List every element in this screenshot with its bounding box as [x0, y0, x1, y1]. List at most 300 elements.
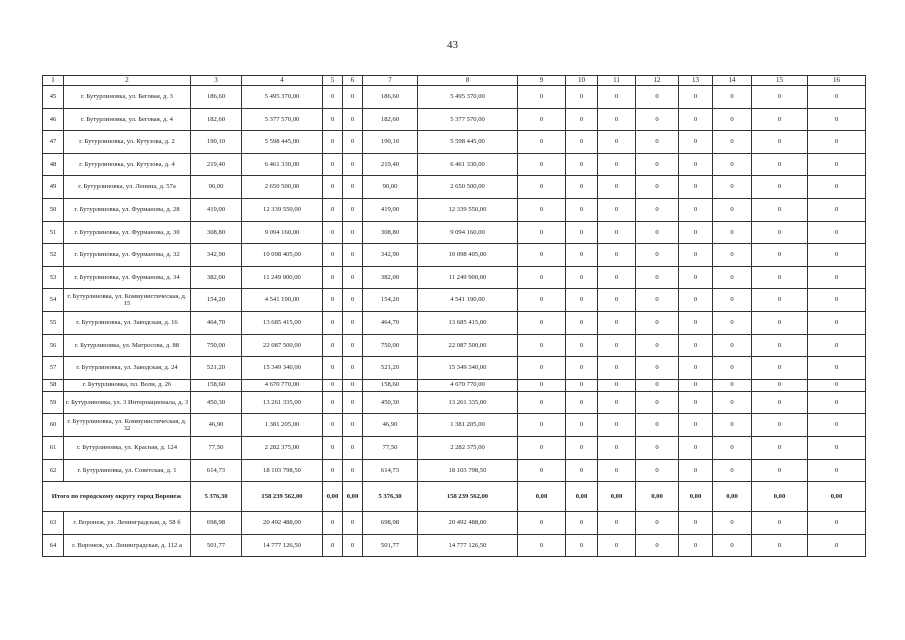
row-number-cell: 53: [43, 266, 64, 289]
value-cell: 0: [518, 176, 566, 199]
value-cell: 0: [598, 289, 636, 312]
value-cell: 4 670 770,00: [242, 379, 323, 391]
value-cell: 182,60: [363, 108, 418, 131]
value-cell: 0: [752, 131, 808, 154]
value-cell: 0: [636, 357, 679, 380]
value-cell: 0: [343, 357, 363, 380]
table-row: [43, 108, 866, 131]
total-label-cell: Итого по городскому округу город Воронеж: [43, 482, 191, 512]
value-cell: 2 282 375,00: [418, 436, 518, 459]
value-cell: 0: [808, 153, 866, 176]
value-cell: 0: [323, 414, 343, 437]
value-cell: 0: [679, 311, 713, 334]
value-cell: 0: [598, 266, 636, 289]
value-cell: 18 103 798,50: [242, 459, 323, 482]
value-cell: 0: [343, 266, 363, 289]
value-cell: 0: [713, 334, 752, 357]
value-cell: 614,73: [363, 459, 418, 482]
value-cell: 521,20: [363, 357, 418, 380]
value-cell: 5 495 370,00: [242, 86, 323, 109]
value-cell: 20 492 488,00: [418, 512, 518, 535]
address-cell: г. Бутурлиновка, ул. Фурманова, д. 32: [64, 244, 191, 267]
value-cell: 0: [518, 334, 566, 357]
column-number-header: 7: [363, 76, 418, 86]
table-row: [43, 153, 866, 176]
value-cell: 77,50: [191, 436, 242, 459]
total-value-cell: 0,00: [323, 482, 343, 512]
value-cell: 0: [598, 86, 636, 109]
value-cell: 0: [636, 534, 679, 557]
value-cell: 0: [679, 436, 713, 459]
address-cell: г. Бутурлиновка, ул. Беговая, д. 3: [64, 86, 191, 109]
address-cell: г. Воронеж, ул. Ленинградская, д. 58 б: [64, 512, 191, 535]
value-cell: 450,30: [363, 391, 418, 414]
column-number-header: 10: [566, 76, 598, 86]
value-cell: 0: [752, 289, 808, 312]
value-cell: 0: [343, 391, 363, 414]
row-number-cell: 57: [43, 357, 64, 380]
value-cell: 5 598 445,00: [418, 131, 518, 154]
value-cell: 0: [323, 391, 343, 414]
value-cell: 10 098 405,00: [418, 244, 518, 267]
value-cell: 0: [808, 459, 866, 482]
value-cell: 0: [598, 198, 636, 221]
value-cell: 13 261 335,00: [242, 391, 323, 414]
value-cell: 0: [713, 108, 752, 131]
value-cell: 0: [598, 357, 636, 380]
row-number-cell: 55: [43, 311, 64, 334]
value-cell: 9 094 160,00: [418, 221, 518, 244]
value-cell: 0: [518, 379, 566, 391]
value-cell: 13 261 335,00: [418, 391, 518, 414]
table-row: [43, 289, 866, 312]
value-cell: 13 685 415,00: [418, 311, 518, 334]
column-number-header: 8: [418, 76, 518, 86]
value-cell: 0: [808, 512, 866, 535]
value-cell: 0: [679, 86, 713, 109]
value-cell: 22 087 500,00: [418, 334, 518, 357]
total-value-cell: 0,00: [752, 482, 808, 512]
value-cell: 0: [679, 534, 713, 557]
column-number-header: 9: [518, 76, 566, 86]
district-total-row: [43, 482, 866, 512]
value-cell: 0: [752, 311, 808, 334]
value-cell: 0: [323, 176, 343, 199]
value-cell: 154,20: [191, 289, 242, 312]
value-cell: 382,00: [363, 266, 418, 289]
value-cell: 419,00: [363, 198, 418, 221]
table-row: [43, 357, 866, 380]
value-cell: 0: [518, 266, 566, 289]
value-cell: 0: [679, 512, 713, 535]
address-cell: г. Бутурлиновка, ул. Заводская, д. 16: [64, 311, 191, 334]
value-cell: 0: [752, 534, 808, 557]
value-cell: 0: [636, 86, 679, 109]
value-cell: 0: [752, 512, 808, 535]
value-cell: 0: [636, 512, 679, 535]
value-cell: 0: [713, 244, 752, 267]
value-cell: 698,98: [191, 512, 242, 535]
value-cell: 750,00: [191, 334, 242, 357]
value-cell: 4 541 190,00: [242, 289, 323, 312]
value-cell: 158,60: [363, 379, 418, 391]
row-number-cell: 54: [43, 289, 64, 312]
address-cell: г. Бутурлиновка, ул. Коммунистическая, д. 15: [64, 289, 191, 312]
value-cell: 0: [679, 414, 713, 437]
value-cell: 0: [566, 221, 598, 244]
value-cell: 0: [343, 534, 363, 557]
value-cell: 0: [566, 86, 598, 109]
row-number-cell: 60: [43, 414, 64, 437]
value-cell: 308,80: [191, 221, 242, 244]
value-cell: 450,30: [191, 391, 242, 414]
value-cell: 0: [808, 357, 866, 380]
row-number-cell: 52: [43, 244, 64, 267]
value-cell: 0: [713, 221, 752, 244]
value-cell: 501,77: [191, 534, 242, 557]
row-number-cell: 49: [43, 176, 64, 199]
value-cell: 0: [598, 108, 636, 131]
value-cell: 0: [636, 436, 679, 459]
value-cell: 0: [752, 266, 808, 289]
value-cell: 0: [598, 153, 636, 176]
total-value-cell: 158 239 562,00: [242, 482, 323, 512]
value-cell: 0: [679, 131, 713, 154]
value-cell: 0: [636, 131, 679, 154]
column-number-header: 4: [242, 76, 323, 86]
value-cell: 0: [808, 334, 866, 357]
value-cell: 0: [679, 379, 713, 391]
value-cell: 0: [566, 131, 598, 154]
value-cell: 0: [752, 221, 808, 244]
address-cell: г. Бутурлиновка, ул. Беговая, д. 4: [64, 108, 191, 131]
column-number-header: 12: [636, 76, 679, 86]
value-cell: 0: [713, 357, 752, 380]
column-number-header: 6: [343, 76, 363, 86]
total-value-cell: 0,00: [679, 482, 713, 512]
value-cell: 0: [598, 534, 636, 557]
value-cell: 0: [343, 334, 363, 357]
value-cell: 0: [518, 108, 566, 131]
value-cell: 0: [808, 311, 866, 334]
total-value-cell: 0,00: [636, 482, 679, 512]
value-cell: 0: [518, 391, 566, 414]
value-cell: 0: [713, 86, 752, 109]
value-cell: 750,00: [363, 334, 418, 357]
value-cell: 342,90: [191, 244, 242, 267]
value-cell: 0: [566, 108, 598, 131]
value-cell: 0: [752, 379, 808, 391]
column-number-header: 13: [679, 76, 713, 86]
total-value-cell: 5 376,30: [191, 482, 242, 512]
value-cell: 219,40: [363, 153, 418, 176]
value-cell: 0: [808, 176, 866, 199]
value-cell: 0: [679, 153, 713, 176]
value-cell: 0: [598, 131, 636, 154]
value-cell: 0: [636, 198, 679, 221]
value-cell: 0: [566, 266, 598, 289]
value-cell: 6 461 330,00: [418, 153, 518, 176]
value-cell: 0: [752, 436, 808, 459]
value-cell: 2 650 500,00: [418, 176, 518, 199]
value-cell: 5 598 445,00: [242, 131, 323, 154]
value-cell: 0: [752, 459, 808, 482]
table-row: [43, 534, 866, 557]
value-cell: 0: [343, 311, 363, 334]
value-cell: 0: [679, 459, 713, 482]
value-cell: 15 349 340,00: [242, 357, 323, 380]
value-cell: 342,90: [363, 244, 418, 267]
value-cell: 0: [679, 391, 713, 414]
value-cell: 158,60: [191, 379, 242, 391]
value-cell: 0: [518, 512, 566, 535]
value-cell: 0: [808, 86, 866, 109]
value-cell: 0: [323, 512, 343, 535]
row-number-cell: 58: [43, 379, 64, 391]
value-cell: 12 339 550,00: [242, 198, 323, 221]
value-cell: 464,70: [191, 311, 242, 334]
value-cell: 1 381 205,00: [242, 414, 323, 437]
value-cell: 0: [323, 86, 343, 109]
total-value-cell: 0,00: [343, 482, 363, 512]
value-cell: 4 541 190,00: [418, 289, 518, 312]
table-row: [43, 391, 866, 414]
address-cell: г. Бутурлиновка, ул. Заводская, д. 24: [64, 357, 191, 380]
value-cell: 0: [598, 334, 636, 357]
value-cell: 0: [679, 198, 713, 221]
value-cell: 219,40: [191, 153, 242, 176]
value-cell: 0: [713, 176, 752, 199]
value-cell: 0: [566, 289, 598, 312]
address-cell: г. Бутурлиновка, ул. Кутузова, д. 4: [64, 153, 191, 176]
value-cell: 0: [566, 357, 598, 380]
value-cell: 0: [343, 153, 363, 176]
column-number-row: [43, 76, 866, 86]
value-cell: 0: [566, 391, 598, 414]
value-cell: 0: [752, 86, 808, 109]
value-cell: 0: [679, 221, 713, 244]
row-number-cell: 48: [43, 153, 64, 176]
value-cell: 0: [752, 244, 808, 267]
column-number-header: 2: [64, 76, 191, 86]
value-cell: 0: [518, 86, 566, 109]
value-cell: 0: [713, 153, 752, 176]
value-cell: 0: [566, 436, 598, 459]
table-row: [43, 266, 866, 289]
address-cell: г. Бутурлиновка, ул. Фурманова, д. 30: [64, 221, 191, 244]
value-cell: 464,70: [363, 311, 418, 334]
value-cell: 698,98: [363, 512, 418, 535]
table-row: [43, 131, 866, 154]
value-cell: 0: [679, 357, 713, 380]
value-cell: 11 249 900,00: [242, 266, 323, 289]
table-row: [43, 379, 866, 391]
value-cell: 0: [636, 391, 679, 414]
value-cell: 46,90: [363, 414, 418, 437]
value-cell: 0: [566, 414, 598, 437]
value-cell: 0: [752, 153, 808, 176]
value-cell: 0: [518, 244, 566, 267]
value-cell: 0: [808, 436, 866, 459]
value-cell: 0: [518, 198, 566, 221]
total-value-cell: 0,00: [598, 482, 636, 512]
value-cell: 0: [323, 534, 343, 557]
value-cell: 0: [323, 289, 343, 312]
value-cell: 0: [518, 311, 566, 334]
value-cell: 0: [343, 198, 363, 221]
value-cell: 5 495 370,00: [418, 86, 518, 109]
value-cell: 0: [636, 459, 679, 482]
column-number-header: 16: [808, 76, 866, 86]
value-cell: 0: [808, 289, 866, 312]
value-cell: 0: [323, 266, 343, 289]
value-cell: 0: [808, 379, 866, 391]
column-number-header: 14: [713, 76, 752, 86]
value-cell: 0: [323, 459, 343, 482]
value-cell: 46,90: [191, 414, 242, 437]
value-cell: 77,50: [363, 436, 418, 459]
value-cell: 15 349 340,00: [418, 357, 518, 380]
table-row: [43, 221, 866, 244]
value-cell: 0: [636, 266, 679, 289]
value-cell: 5 377 570,00: [242, 108, 323, 131]
row-number-cell: 46: [43, 108, 64, 131]
value-cell: 0: [598, 379, 636, 391]
table-row: [43, 512, 866, 535]
value-cell: 0: [713, 459, 752, 482]
value-cell: 0: [566, 198, 598, 221]
value-cell: 0: [679, 244, 713, 267]
value-cell: 0: [323, 221, 343, 244]
value-cell: 419,00: [191, 198, 242, 221]
column-number-header: 15: [752, 76, 808, 86]
value-cell: 0: [598, 414, 636, 437]
value-cell: 614,73: [191, 459, 242, 482]
address-cell: г. Бутурлиновка, ул. Коммунистическая, д. 32: [64, 414, 191, 437]
value-cell: 0: [713, 512, 752, 535]
address-cell: г. Бутурлиновка, ул. Фурманова, д. 28: [64, 198, 191, 221]
value-cell: 190,10: [191, 131, 242, 154]
value-cell: 6 461 330,00: [242, 153, 323, 176]
table-row: [43, 459, 866, 482]
value-cell: 0: [598, 459, 636, 482]
value-cell: 0: [598, 244, 636, 267]
value-cell: 0: [343, 176, 363, 199]
row-number-cell: 63: [43, 512, 64, 535]
value-cell: 0: [598, 221, 636, 244]
value-cell: 22 087 500,00: [242, 334, 323, 357]
value-cell: 0: [752, 357, 808, 380]
value-cell: 0: [323, 311, 343, 334]
address-cell: г. Бутурлиновка, ул. 3 Интернационала, д. 3: [64, 391, 191, 414]
total-value-cell: 5 376,30: [363, 482, 418, 512]
value-cell: 0: [752, 198, 808, 221]
value-cell: 0: [518, 131, 566, 154]
value-cell: 0: [679, 266, 713, 289]
value-cell: 0: [518, 289, 566, 312]
value-cell: 12 339 550,00: [418, 198, 518, 221]
value-cell: 0: [713, 379, 752, 391]
address-cell: г. Бутурлиновка, ул. Советская, д. 1: [64, 459, 191, 482]
value-cell: 0: [808, 244, 866, 267]
value-cell: 0: [598, 311, 636, 334]
value-cell: 0: [518, 436, 566, 459]
value-cell: 0: [636, 289, 679, 312]
value-cell: 186,60: [363, 86, 418, 109]
value-cell: 0: [323, 131, 343, 154]
value-cell: 186,60: [191, 86, 242, 109]
row-number-cell: 61: [43, 436, 64, 459]
value-cell: 182,60: [191, 108, 242, 131]
value-cell: 190,10: [363, 131, 418, 154]
value-cell: 18 103 798,50: [418, 459, 518, 482]
value-cell: 0: [343, 459, 363, 482]
value-cell: 0: [679, 334, 713, 357]
value-cell: 0: [636, 153, 679, 176]
value-cell: 2 650 500,00: [242, 176, 323, 199]
column-number-header: 3: [191, 76, 242, 86]
value-cell: 0: [808, 131, 866, 154]
value-cell: 20 492 488,00: [242, 512, 323, 535]
value-cell: 0: [566, 244, 598, 267]
value-cell: 14 777 126,50: [418, 534, 518, 557]
value-cell: 0: [566, 512, 598, 535]
value-cell: 90,00: [191, 176, 242, 199]
value-cell: 0: [713, 266, 752, 289]
value-cell: 0: [808, 266, 866, 289]
value-cell: 0: [566, 534, 598, 557]
value-cell: 0: [343, 86, 363, 109]
table-row: [43, 176, 866, 199]
address-cell: г. Бутурлиновка, ул. Матросова, д. 88: [64, 334, 191, 357]
value-cell: 0: [323, 244, 343, 267]
value-cell: 0: [679, 176, 713, 199]
value-cell: 0: [566, 459, 598, 482]
address-cell: г. Бутурлиновка, ул. Кутузова, д. 2: [64, 131, 191, 154]
value-cell: 5 377 570,00: [418, 108, 518, 131]
row-number-cell: 64: [43, 534, 64, 557]
column-number-header: 1: [43, 76, 64, 86]
value-cell: 0: [713, 436, 752, 459]
value-cell: 0: [566, 176, 598, 199]
address-cell: г. Бутурлиновка, пл. Воли, д. 26: [64, 379, 191, 391]
value-cell: 0: [343, 131, 363, 154]
column-number-header: 11: [598, 76, 636, 86]
table-row: [43, 244, 866, 267]
value-cell: 90,00: [363, 176, 418, 199]
value-cell: 0: [636, 221, 679, 244]
total-value-cell: 158 239 562,00: [418, 482, 518, 512]
value-cell: 10 098 405,00: [242, 244, 323, 267]
address-cell: г. Бутурлиновка, ул. Ленина, д. 57а: [64, 176, 191, 199]
value-cell: 0: [808, 198, 866, 221]
value-cell: 0: [679, 289, 713, 312]
value-cell: 0: [343, 221, 363, 244]
value-cell: 0: [636, 176, 679, 199]
table-row: [43, 436, 866, 459]
value-cell: 0: [752, 334, 808, 357]
value-cell: 0: [343, 379, 363, 391]
value-cell: 1 381 205,00: [418, 414, 518, 437]
value-cell: 0: [713, 131, 752, 154]
value-cell: 11 249 900,00: [418, 266, 518, 289]
value-cell: 0: [752, 108, 808, 131]
value-cell: 0: [598, 512, 636, 535]
value-cell: 0: [679, 108, 713, 131]
value-cell: 0: [323, 379, 343, 391]
value-cell: 0: [323, 334, 343, 357]
value-cell: 0: [713, 414, 752, 437]
